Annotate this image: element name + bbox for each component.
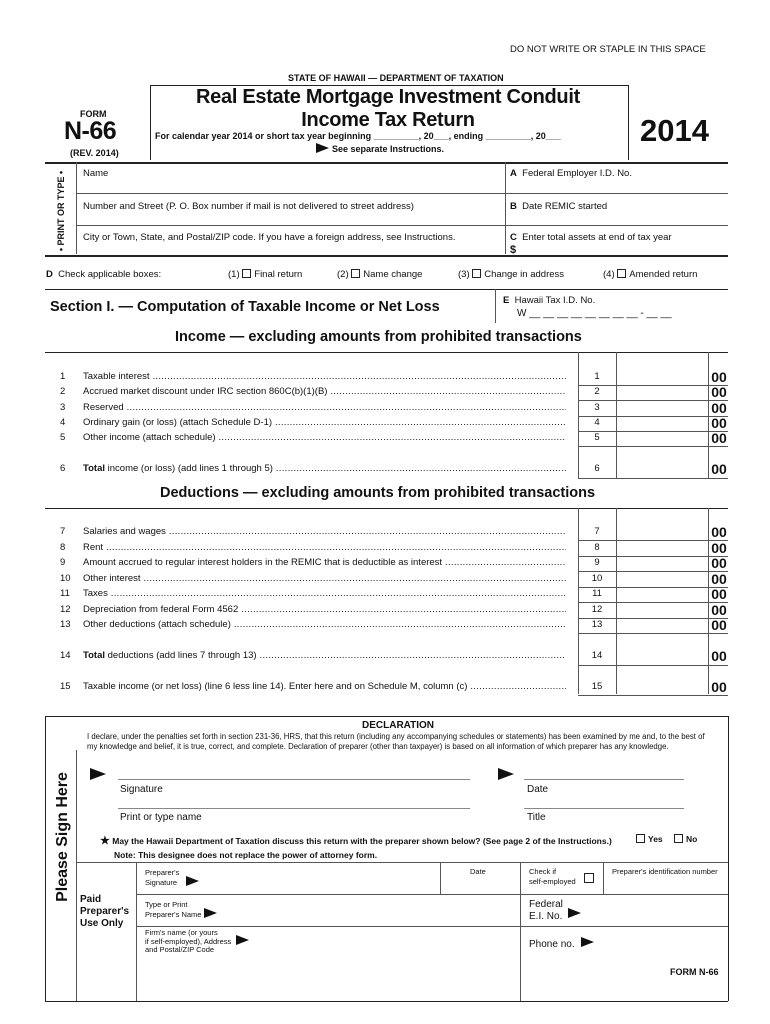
line-number: 4 [60,416,66,428]
firm-arrow-icon [236,935,249,945]
instructions-note: See separate Instructions. [316,143,444,154]
line-11-box: 11 [592,588,602,599]
dollar-sign: $ [510,244,517,256]
print-name-field[interactable]: Print or type name [120,812,202,823]
agency-name: STATE OF HAWAII — DEPARTMENT OF TAXATION [288,73,504,83]
line-12-row [60,604,570,618]
signature-arrow-icon [90,768,106,780]
line-13-cents[interactable]: 00 [711,617,727,633]
preparer-date-field[interactable]: Date [470,867,486,876]
line-11-row [60,588,570,602]
firm-name-address-field[interactable]: Firm's name (or yours if self-employed), Address and Postal/ZIP Code [145,928,232,954]
line-5-box: 5 [594,432,600,444]
hawaii-tax-id-label: E Hawaii Tax I.D. No. [503,295,596,306]
line-15-box: 15 [591,681,603,692]
form-footer: FORM N-66 [670,967,719,977]
print-or-type-label: • PRINT OR TYPE • [56,170,66,252]
line-description: Accrued market discount under IRC section 860C(b)(1)(B) ..... [83,386,566,397]
line-number: 2 [60,386,66,398]
form-revision: (REV. 2014) [70,148,119,158]
form-title-line1: Real Estate Mortgage Investment Conduit [196,86,580,108]
final-return-checkbox[interactable]: (1) Final return [228,269,303,280]
line-number: 8 [60,541,66,553]
federal-employer-id-field[interactable]: A Federal Employer I.D. No. [510,168,632,179]
hawaii-tax-id-field[interactable]: W __ __ __ __ __ __ __ __ - __ __ [517,308,672,319]
city-field[interactable]: City or Town, State, and Postal/ZIP code. If you have a foreign address, see Instructions. [83,232,456,243]
line-4-box: 4 [594,416,600,428]
line-description: Depreciation from federal Form 4562 ..... [83,604,566,615]
declaration-text: I declare, under the penalties set forth in section 231-36, HRS, that this return (including any accompanying schedules or statements) has been examined by me and, to the best of my knowledge and belief, it is true, correct, and complete. Declaration of preparer (other than taxpayer) is based on all information of which preparer has any knowledge. [87,732,705,751]
line-5-row [60,432,570,446]
line-7-row [60,526,570,540]
preparer-id-field[interactable]: Preparer's identification number [612,867,718,876]
line-1-row [60,371,570,385]
name-change-checkbox[interactable]: (2) Name change [337,269,423,280]
top-note: DO NOT WRITE OR STAPLE IN THIS SPACE [510,44,706,55]
line-2-box: 2 [594,386,600,398]
total-assets-field[interactable]: C Enter total assets at end of tax year [510,232,672,243]
line-3-row [60,402,570,416]
form-number: N-66 [64,117,117,145]
line-9-cents[interactable]: 00 [711,555,727,571]
self-employed-checkbox[interactable]: Check if self-employed [529,867,576,886]
line-6-cents[interactable]: 00 [711,461,727,477]
phone-arrow-icon [581,937,594,947]
line-8-box: 8 [594,541,600,553]
line-14-cents[interactable]: 00 [711,648,727,664]
line-15-taxable-income: 15 Taxable income (or net loss) (line 6 less line 14). Enter here and on Schedule M, column (c) ..... [60,681,570,695]
declaration-title: DECLARATION [362,720,435,731]
line-description: Other income (attach schedule) ..... [83,432,566,443]
preparer-name-arrow-icon [204,908,217,918]
preparer-signature-arrow-icon [186,876,199,886]
tax-year: 2014 [640,113,709,148]
income-heading: Income — excluding amounts from prohibited transactions [175,329,582,345]
preparer-name-field[interactable]: Type or Print Preparer's Name [145,900,202,919]
discuss-yes-checkbox[interactable]: Yes [636,834,663,844]
line-description: Ordinary gain (or loss) (attach Schedule D-1) ..... [83,417,566,428]
line-number: 11 [60,588,70,599]
please-sign-here-label: Please Sign Here [54,772,71,902]
title-field[interactable]: Title [527,812,546,823]
line-number: 10 [60,572,71,584]
designee-note: Note: This designee does not replace the power of attorney form. [114,850,378,860]
preparer-signature-field[interactable]: Preparer's Signature [145,868,180,887]
line-description: Taxes ..... [83,588,566,599]
line-number: 1 [60,371,66,382]
line-4-row [60,417,570,431]
line-number: 5 [60,432,66,444]
paid-preparer-label: Paid Preparer's Use Only [80,894,130,929]
line-12-cents[interactable]: 00 [711,601,727,618]
line-5-cents[interactable]: 00 [711,430,727,447]
line-4-cents[interactable]: 00 [711,414,727,431]
line-number: 7 [60,526,66,537]
line-10-cents[interactable]: 00 [711,570,727,587]
deductions-heading: Deductions — excluding amounts from prohibited transactions [160,485,596,501]
line-2-row [60,386,570,400]
form-title-line2: Income Tax Return [301,109,475,131]
line-12-box: 12 [591,603,603,615]
remic-start-date-field[interactable]: B Date REMIC started [510,201,608,212]
line-6-total-income: 6 Total income (or loss) (add lines 1 through 5) ..... [60,463,570,477]
federal-ein-field[interactable]: Federal E.I. No. [529,899,563,922]
line-7-box: 7 [594,526,600,537]
line-number: 9 [60,557,66,568]
amended-return-checkbox[interactable]: (4) Amended return [603,269,698,280]
phone-number-field[interactable]: Phone no. [529,939,575,950]
signature-field[interactable]: Signature [120,784,163,795]
line-8-row [60,542,570,556]
line-10-box: 10 [591,572,603,584]
line-description: Taxable interest ..... [83,371,566,382]
line-14-box: 14 [591,650,603,661]
line-7-cents[interactable]: 00 [711,524,727,540]
discuss-question: ★ May the Hawaii Department of Taxation discuss this return with the preparer shown below? (See page 2 of the Instructions.) [100,835,612,847]
check-boxes-row: D Check applicable boxes: [46,269,162,280]
line-13-row [60,619,570,633]
line-description: Other deductions (attach schedule) ..... [83,619,566,630]
line-15-cents[interactable]: 00 [711,679,727,695]
line-number: 13 [60,619,71,630]
line-description: Reserved ..... [83,402,566,413]
form-label: FORM [80,109,107,119]
date-arrow-icon [498,768,514,780]
federal-ein-arrow-icon [568,908,581,918]
name-field[interactable]: Name [83,168,109,179]
discuss-no-checkbox[interactable]: No [674,834,697,844]
star-icon: ★ [100,835,110,847]
line-9-box: 9 [594,557,600,568]
signature-date-field[interactable]: Date [527,784,549,795]
change-address-checkbox[interactable]: (3) Change in address [458,269,565,280]
line-1-box: 1 [594,371,600,382]
line-11-cents[interactable]: 00 [711,586,727,602]
line-2-cents[interactable]: 00 [711,384,727,401]
street-field[interactable]: Number and Street (P. O. Box number if mail is not delivered to street address) [83,201,414,212]
line-3-box: 3 [594,401,600,413]
line-description: Salaries and wages ..... [83,526,566,537]
line-number: 12 [60,603,71,615]
section-1-title: Section I. — Computation of Taxable Income or Net Loss [50,299,440,315]
line-9-row [60,557,570,571]
line-14-total-deductions: 14 Total deductions (add lines 7 through 13) ..... [60,650,570,664]
line-1-cents[interactable]: 00 [711,369,727,385]
line-3-cents[interactable]: 00 [711,399,727,416]
line-description: Amount accrued to regular interest holders in the REMIC that is deductible as interest ..... [83,557,566,568]
calendar-year-line: For calendar year 2014 or short tax year beginning _________, 20___, ending _________, 20___ [155,131,561,141]
arrow-icon [316,143,329,153]
line-6-box: 6 [594,463,600,474]
self-employed-box[interactable] [584,873,594,883]
line-description: Rent ..... [83,542,566,553]
line-13-box: 13 [591,619,603,630]
line-number: 3 [60,401,66,413]
line-10-row [60,573,570,587]
line-8-cents[interactable]: 00 [711,539,727,556]
line-description: Other interest ..... [83,573,566,584]
